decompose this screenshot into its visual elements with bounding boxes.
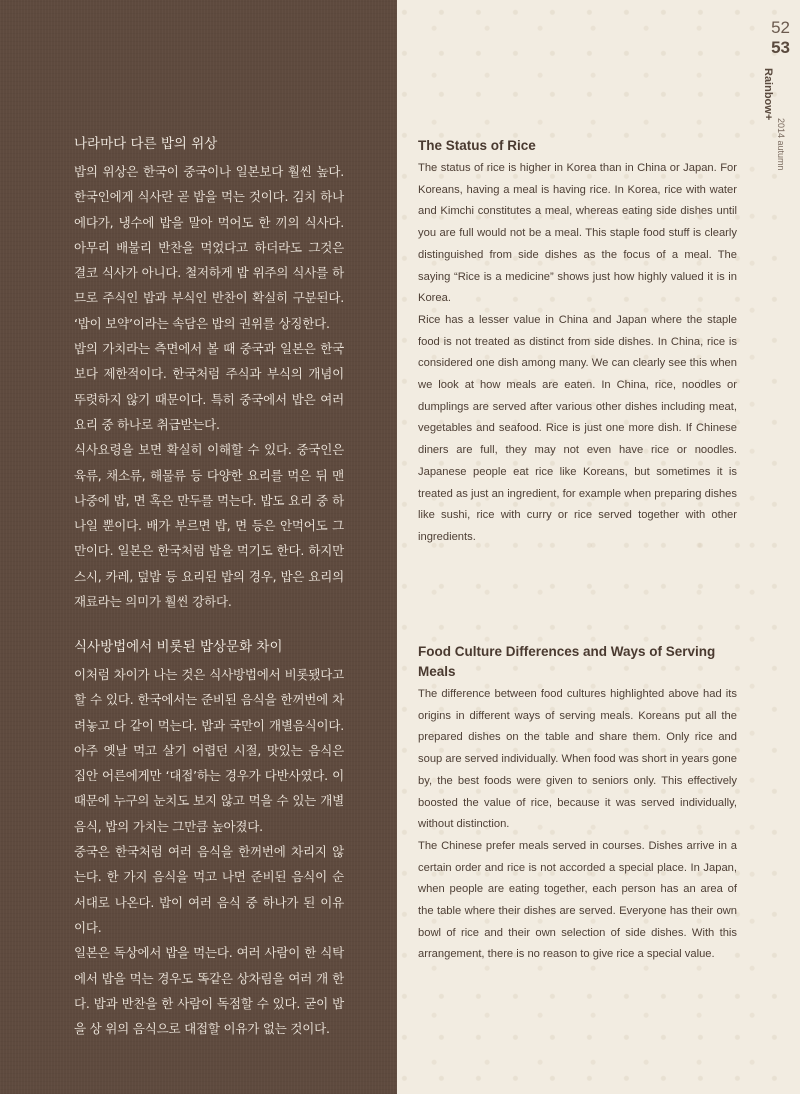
- korean-section-status: [74, 133, 344, 614]
- korean-paragraph: 식사요령을 보면 확실히 이해할 수 있다. 중국인은 육류, 채소류, 해물류 등 다양한 요리를 먹은 뒤 맨 나중에 밥, 면 혹은 만두를 먹는다. 밥도 요리 중 하나일 뿐이다. 배가 부르면 밥, 면 등은 안먹어도 그만이다. 일본은 한국처럼 밥을 먹기도 한다. 하지만 스시, 카레, 덮밥 등 요리된 밥의 경우, 밥은 요리의 재료라는 의미가 훨씬 강하다.: [74, 442, 344, 610]
- page-number-current: 53: [771, 38, 790, 57]
- english-paragraph: The difference between food cultures highlighted above had its origins in different ways of serving meals. Koreans put all the prepared dishes on the table and share them. Only rice and soup are served individually. When food was short in years gone by, the best foods were given to seniors only. This effectively boosted the value of rice, because it was served individually, without distinction.: [418, 688, 737, 831]
- brand-sidebar: [762, 68, 786, 188]
- korean-paragraph: 밥의 위상은 한국이 중국이나 일본보다 훨씬 높다. 한국인에게 식사란 곧 밥을 먹는 것이다. 김치 하나에다가, 냉수에 밥을 말아 먹어도 한 끼의 식사다. 아무리 배불리 반찬을 먹었다고 하더라도 그것은 결코 식사가 아니다. 철저하게 밥 위주의 식사를 하므로 주식인 밥과 부식인 반찬이 확실히 구분된다. ‘밥이 보약’이라는 속담은 밥의 권위를 상징한다.: [74, 164, 344, 331]
- english-paragraph: Rice has a lesser value in China and Japan where the staple food is not treated as distinct from side dishes. In China, rice is considered one dish among many. We can clearly see this when we look at how meals are eaten. In China, rice, noodles or dumplings are served after various other dishes including meat, vegetables and seafood. Rice is just one more dish. If Chinese diners are full, they may not even have rice or noodles. Japanese people eat rice like Koreans, but sometimes it is treated as just an ingredient, for example when preparing dishes like sushi, rice with curry or rice served together with other ingredients.: [418, 313, 737, 543]
- english-section-status: [418, 136, 737, 549]
- brand-logo: Rainbow+: [762, 68, 774, 121]
- korean-heading-status: 나라마다 다른 밥의 위상: [74, 136, 218, 152]
- english-heading-serving: Food Culture Differences and Ways of Serving Meals: [418, 644, 716, 679]
- korean-paragraph: 일본은 독상에서 밥을 먹는다. 여러 사람이 한 식탁에서 밥을 먹는 경우도 똑같은 상차림을 여러 개 한다. 밥과 반찬을 한 사람이 독점할 수 있다. 굳이 밥을 상 위의 음식으로 대접할 이유가 없는 것이다.: [74, 945, 344, 1037]
- korean-section-serving: [74, 636, 344, 1041]
- page-number-previous: 52: [771, 18, 790, 37]
- korean-paragraph: 이처럼 차이가 나는 것은 식사방법에서 비롯됐다고 할 수 있다. 한국에서는 준비된 음식을 한꺼번에 차려놓고 다 같이 먹는다. 밥과 국만이 개별음식이다. 아주 옛날 먹고 살기 어렵던 시절, 맛있는 음식은 집안 어른에게만 ‘대접’하는 경우가 다반사였다. 이 때문에 누구의 눈치도 보지 않고 먹을 수 있는 개별음식, 밥의 가치는 그만큼 높아졌다.: [74, 667, 344, 834]
- korean-heading-serving: 식사방법에서 비롯된 밥상문화 차이: [74, 639, 283, 655]
- korean-paragraph: 밥의 가치라는 측면에서 볼 때 중국과 일본은 한국보다 제한적이다. 한국처럼 주식과 부식의 개념이 뚜렷하지 않기 때문이다. 특히 중국에서 밥은 여러 요리 중 하나로 취급받는다.: [74, 341, 344, 432]
- english-paragraph: The status of rice is higher in Korea than in China or Japan. For Koreans, having a meal is having rice. In Korea, rice with water and Kimchi constitutes a meal, whereas eating side dishes until you are full would not be a meal. This staple food stuff is clearly distinguished from side dishes as the focus of a meal. The saying “Rice is a medicine” shows just how highly valued it is in Korea.: [418, 162, 737, 305]
- korean-paragraph: 중국은 한국처럼 여러 음식을 한꺼번에 차리지 않는다. 한 가지 음식을 먹고 나면 준비된 음식이 순서대로 나온다. 밥이 여러 음식 중 하나가 된 이유이다.: [74, 844, 344, 935]
- brand-issue: 2014 autumn: [776, 118, 786, 171]
- english-heading-status: The Status of Rice: [418, 138, 536, 153]
- english-paragraph: The Chinese prefer meals served in courses. Dishes arrive in a certain order and rice is not accorded a special place. In Japan, when people are eating together, each person has an area of the table where their dishes are served. Everyone has their own bowl of rice and their own selection of side dishes. With this arrangement, there is no reason to give rice a special value.: [418, 839, 737, 961]
- english-section-serving: [418, 642, 737, 966]
